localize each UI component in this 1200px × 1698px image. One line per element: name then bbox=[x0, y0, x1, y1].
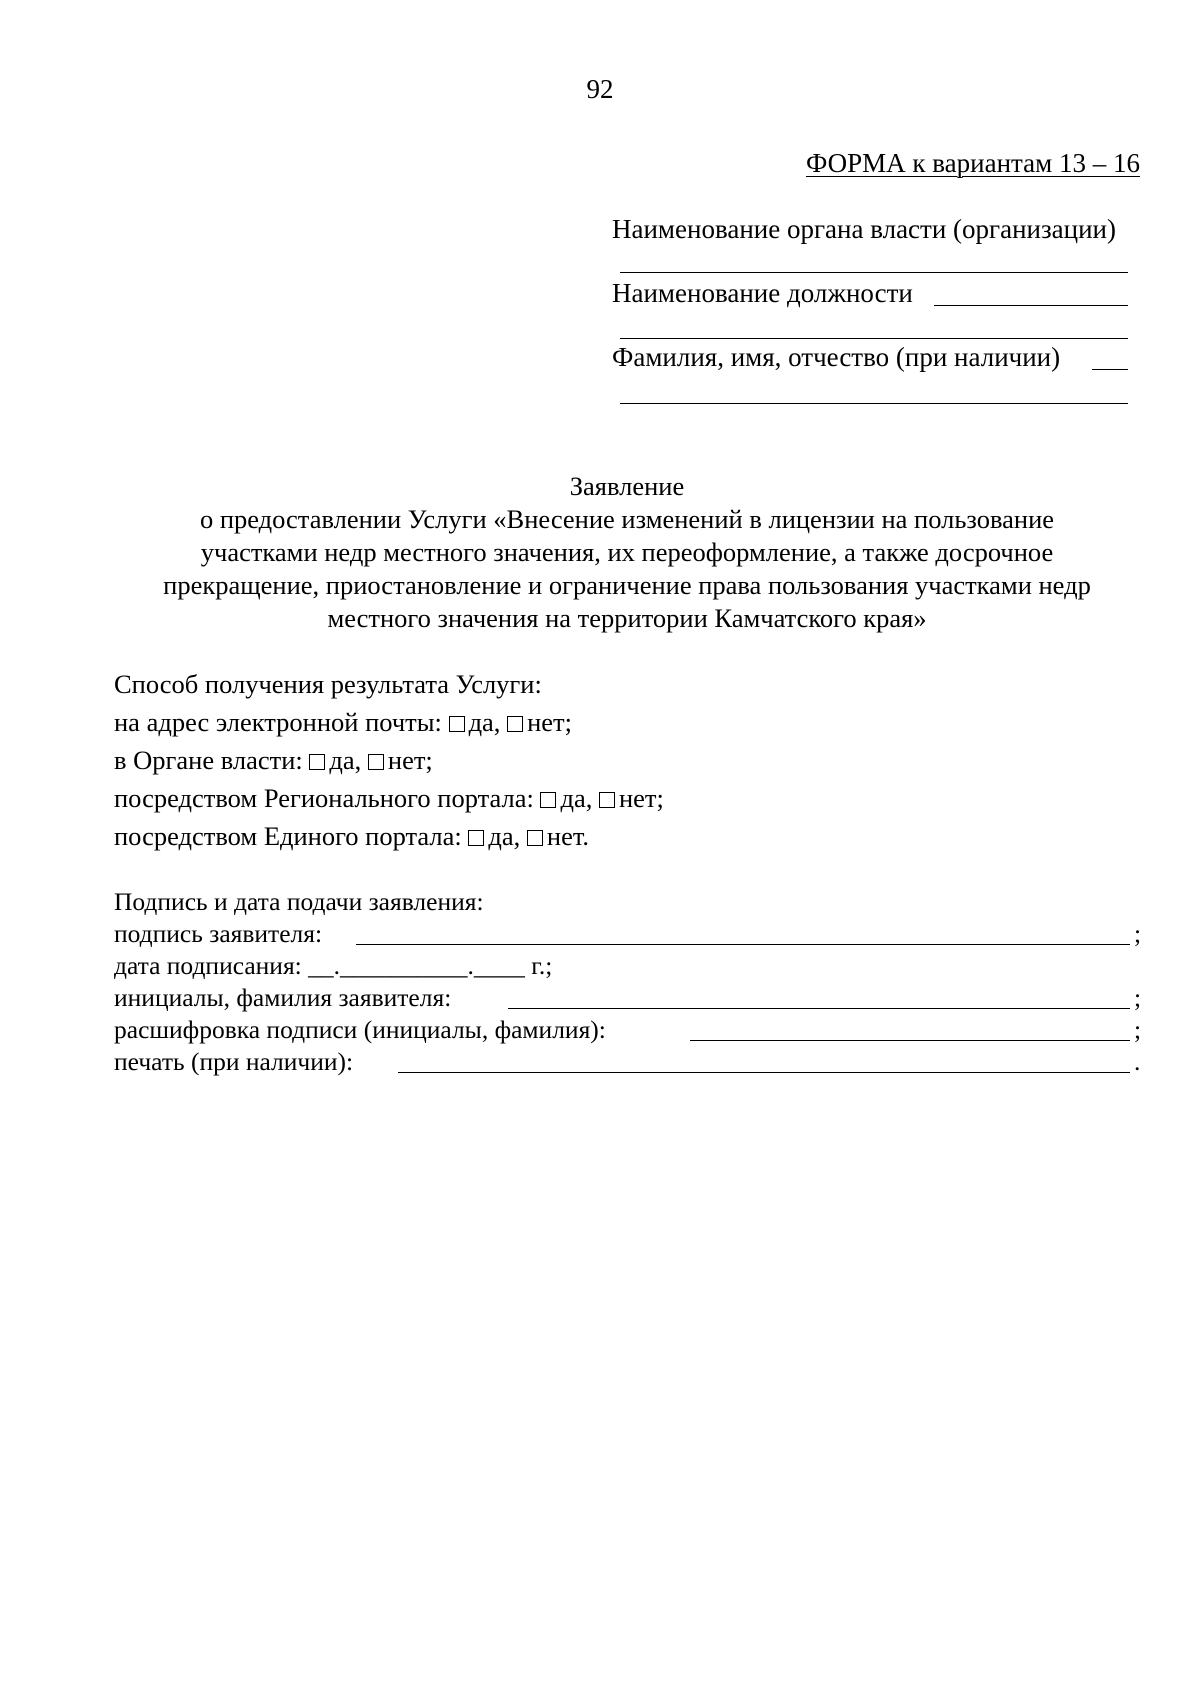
yes-label: да, bbox=[329, 745, 362, 775]
delivery-option-regional-portal bbox=[114, 782, 664, 815]
addressee-fio-field-2[interactable] bbox=[620, 403, 1128, 404]
yes-label: да, bbox=[560, 783, 593, 813]
delivery-option-label: посредством Единого портала: bbox=[114, 821, 462, 851]
addressee-fio-label: Фамилия, имя, отчество (при наличии) bbox=[612, 342, 1061, 372]
addressee-position-field[interactable] bbox=[934, 305, 1128, 306]
checkbox-yes[interactable] bbox=[449, 716, 465, 732]
document-subtitle-line: прекращение, приостановление и ограничение права пользования участками недр bbox=[163, 570, 1091, 600]
seal-label: печать (при наличии): bbox=[114, 1047, 354, 1076]
signing-date-label: дата подписания: bbox=[114, 951, 302, 980]
delivery-option-label: на адрес электронной почты: bbox=[114, 707, 442, 737]
applicant-signature-label: подпись заявителя: bbox=[114, 919, 323, 948]
document-subtitle-line: местного значения на территории Камчатского края» bbox=[327, 603, 927, 633]
yes-label: да, bbox=[488, 821, 521, 851]
transcript-field[interactable] bbox=[690, 1040, 1130, 1041]
delivery-option-label: посредством Регионального портала: bbox=[114, 783, 534, 813]
checkbox-no[interactable] bbox=[368, 754, 384, 770]
no-label: нет; bbox=[527, 707, 572, 737]
seal-field[interactable] bbox=[398, 1072, 1130, 1073]
signature-heading: Подпись и дата подачи заявления: bbox=[114, 887, 484, 916]
signing-date-field[interactable]: __.__________.____ г.; bbox=[308, 951, 553, 980]
no-label: нет. bbox=[546, 821, 590, 851]
line-end-semicolon: ; bbox=[1134, 1015, 1142, 1044]
checkbox-yes[interactable] bbox=[468, 830, 484, 846]
page-number: 92 bbox=[586, 74, 614, 104]
signing-date-row bbox=[114, 950, 552, 981]
checkbox-no[interactable] bbox=[599, 792, 615, 808]
document-subtitle-line: о предоставлении Услуги «Внесение изменений в лицензии на пользование bbox=[199, 504, 1055, 534]
line-end-semicolon: ; bbox=[1134, 983, 1142, 1012]
delivery-heading: Способ получения результата Услуги: bbox=[114, 669, 542, 699]
no-label: нет; bbox=[387, 745, 433, 775]
delivery-option-authority bbox=[114, 744, 433, 777]
checkbox-yes[interactable] bbox=[309, 754, 325, 770]
form-reference: ФОРМА к вариантам 13 – 16 bbox=[805, 148, 1140, 178]
checkbox-no[interactable] bbox=[507, 716, 523, 732]
applicant-signature-field[interactable] bbox=[356, 944, 1130, 945]
addressee-fio-field[interactable] bbox=[1092, 369, 1128, 370]
line-end-period: . bbox=[1134, 1047, 1141, 1076]
document-subtitle-line: участками недр местного значения, их переоформление, а также досрочное bbox=[200, 537, 1054, 567]
line-end-semicolon: ; bbox=[1134, 919, 1142, 948]
initials-surname-label: инициалы, фамилия заявителя: bbox=[114, 983, 452, 1012]
yes-label: да, bbox=[468, 707, 501, 737]
initials-surname-field[interactable] bbox=[508, 1008, 1130, 1009]
delivery-option-label: в Органе власти: bbox=[114, 745, 303, 775]
addressee-position-label: Наименование должности bbox=[612, 278, 913, 308]
addressee-position-field-2[interactable] bbox=[620, 338, 1128, 339]
delivery-option-email bbox=[114, 706, 572, 739]
document-heading: Заявление bbox=[569, 471, 685, 501]
no-label: нет; bbox=[618, 783, 664, 813]
addressee-org-label: Наименование органа власти (организации) bbox=[612, 214, 1116, 244]
checkbox-yes[interactable] bbox=[540, 792, 556, 808]
transcript-label: расшифровка подписи (инициалы, фамилия): bbox=[114, 1015, 606, 1044]
checkbox-no[interactable] bbox=[527, 830, 543, 846]
addressee-org-field[interactable] bbox=[620, 272, 1128, 273]
delivery-option-unified-portal bbox=[114, 820, 589, 853]
